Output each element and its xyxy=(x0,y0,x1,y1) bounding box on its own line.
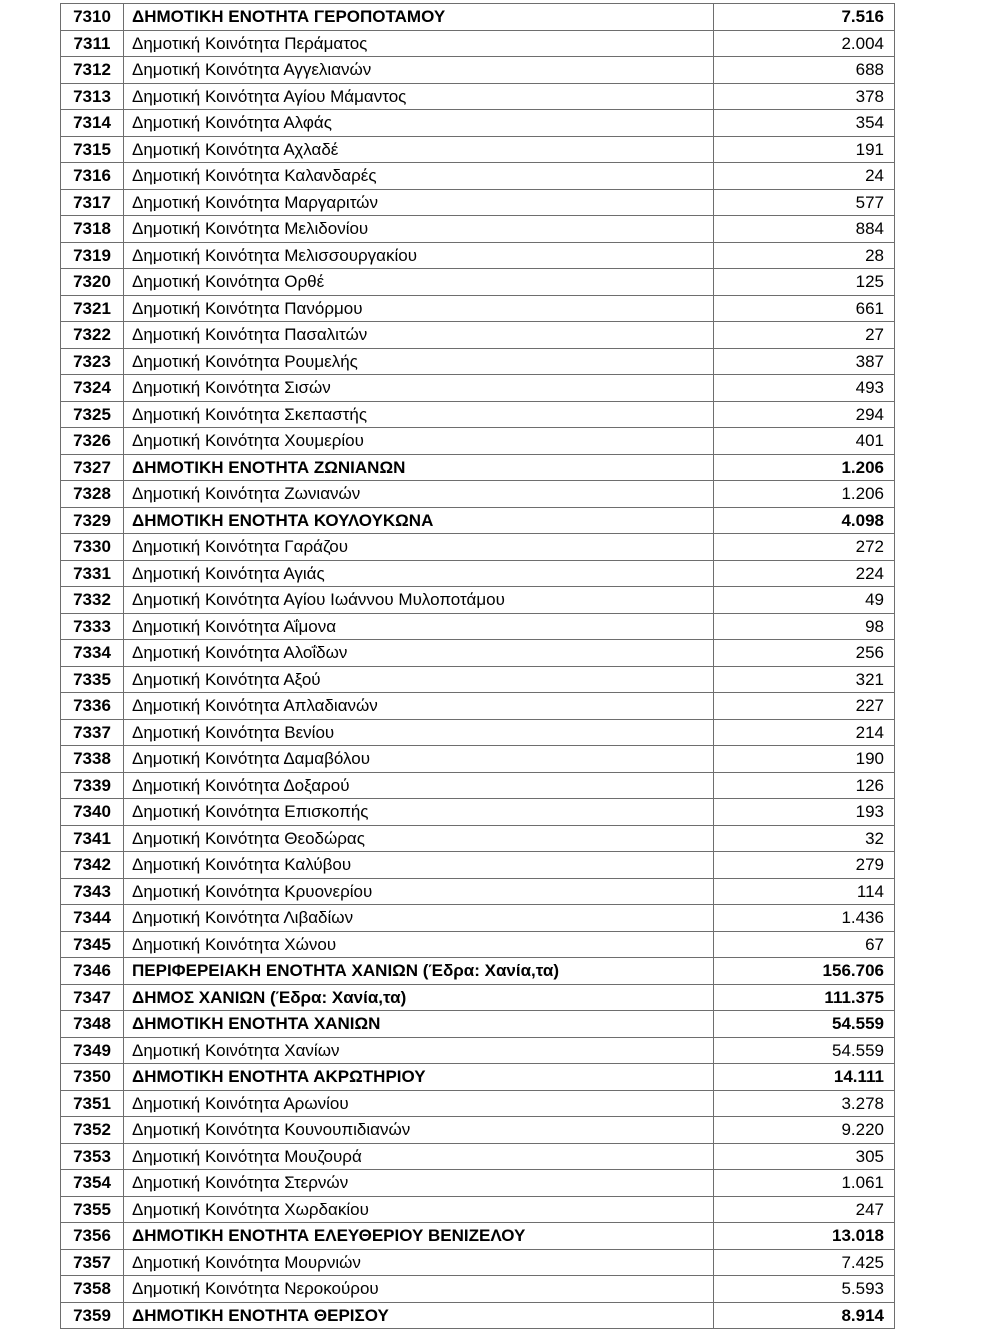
row-code-cell: 7325 xyxy=(61,401,124,428)
row-population-cell: 193 xyxy=(714,799,895,826)
row-name-cell: ΠΕΡΙΦΕΡΕΙΑΚΗ ΕΝΟΤΗΤΑ ΧΑΝΙΩΝ (Έδρα: Χανία,τα) xyxy=(124,958,714,985)
table-row xyxy=(61,587,895,614)
row-population-cell: 884 xyxy=(714,216,895,243)
row-population-cell: 190 xyxy=(714,746,895,773)
table-row-heading xyxy=(61,1223,895,1250)
table-row xyxy=(61,746,895,773)
row-name-cell: Δημοτική Κοινότητα Νεροκούρου xyxy=(124,1276,714,1303)
row-population-cell: 9.220 xyxy=(714,1117,895,1144)
table-row-heading xyxy=(61,984,895,1011)
row-name-cell: Δημοτική Κοινότητα Γαράζου xyxy=(124,534,714,561)
row-population-cell: 32 xyxy=(714,825,895,852)
table-row xyxy=(61,216,895,243)
row-population-cell: 98 xyxy=(714,613,895,640)
table-row xyxy=(61,878,895,905)
row-name-cell: Δημοτική Κοινότητα Αχλαδέ xyxy=(124,136,714,163)
row-population-cell: 1.436 xyxy=(714,905,895,932)
row-code-cell: 7349 xyxy=(61,1037,124,1064)
row-name-cell: Δημοτική Κοινότητα Απλαδιανών xyxy=(124,693,714,720)
row-name-cell: Δημοτική Κοινότητα Αλοΐδων xyxy=(124,640,714,667)
row-name-cell: ΔΗΜΟΤΙΚΗ ΕΝΟΤΗΤΑ ΖΩΝΙΑΝΩΝ xyxy=(124,454,714,481)
table-row xyxy=(61,825,895,852)
table-row-heading xyxy=(61,4,895,31)
row-population-cell: 247 xyxy=(714,1196,895,1223)
row-population-cell: 126 xyxy=(714,772,895,799)
row-population-cell: 8.914 xyxy=(714,1302,895,1329)
row-code-cell: 7355 xyxy=(61,1196,124,1223)
document-page xyxy=(60,3,894,1329)
row-name-cell: Δημοτική Κοινότητα Δοξαρού xyxy=(124,772,714,799)
row-code-cell: 7324 xyxy=(61,375,124,402)
table-row xyxy=(61,931,895,958)
row-population-cell: 24 xyxy=(714,163,895,190)
row-name-cell: Δημοτική Κοινότητα Μουζουρά xyxy=(124,1143,714,1170)
row-name-cell: Δημοτική Κοινότητα Στερνών xyxy=(124,1170,714,1197)
row-code-cell: 7338 xyxy=(61,746,124,773)
table-row-heading xyxy=(61,1011,895,1038)
row-population-cell: 493 xyxy=(714,375,895,402)
row-code-cell: 7350 xyxy=(61,1064,124,1091)
row-population-cell: 294 xyxy=(714,401,895,428)
row-population-cell: 321 xyxy=(714,666,895,693)
table-row xyxy=(61,189,895,216)
row-name-cell: Δημοτική Κοινότητα Μελιδονίου xyxy=(124,216,714,243)
row-population-cell: 156.706 xyxy=(714,958,895,985)
row-name-cell: Δημοτική Κοινότητα Χωρδακίου xyxy=(124,1196,714,1223)
row-code-cell: 7335 xyxy=(61,666,124,693)
row-code-cell: 7312 xyxy=(61,57,124,84)
row-code-cell: 7341 xyxy=(61,825,124,852)
row-population-cell: 3.278 xyxy=(714,1090,895,1117)
table-row xyxy=(61,428,895,455)
row-population-cell: 305 xyxy=(714,1143,895,1170)
row-name-cell: Δημοτική Κοινότητα Αξού xyxy=(124,666,714,693)
row-name-cell: Δημοτική Κοινότητα Αλφάς xyxy=(124,110,714,137)
row-code-cell: 7342 xyxy=(61,852,124,879)
row-code-cell: 7331 xyxy=(61,560,124,587)
row-name-cell: Δημοτική Κοινότητα Χουμερίου xyxy=(124,428,714,455)
table-row xyxy=(61,1276,895,1303)
table-row xyxy=(61,905,895,932)
table-row xyxy=(61,375,895,402)
row-code-cell: 7313 xyxy=(61,83,124,110)
row-name-cell: ΔΗΜΟΤΙΚΗ ΕΝΟΤΗΤΑ ΕΛΕΥΘΕΡΙΟΥ ΒΕΝΙΖΕΛΟΥ xyxy=(124,1223,714,1250)
row-code-cell: 7359 xyxy=(61,1302,124,1329)
row-code-cell: 7317 xyxy=(61,189,124,216)
row-name-cell: Δημοτική Κοινότητα Αΐμονα xyxy=(124,613,714,640)
row-name-cell: Δημοτική Κοινότητα Αγίου Μάμαντος xyxy=(124,83,714,110)
row-code-cell: 7336 xyxy=(61,693,124,720)
row-code-cell: 7327 xyxy=(61,454,124,481)
row-code-cell: 7346 xyxy=(61,958,124,985)
row-code-cell: 7333 xyxy=(61,613,124,640)
row-name-cell: Δημοτική Κοινότητα Αγγελιανών xyxy=(124,57,714,84)
table-row xyxy=(61,242,895,269)
table-row xyxy=(61,534,895,561)
row-population-cell: 272 xyxy=(714,534,895,561)
row-population-cell: 2.004 xyxy=(714,30,895,57)
row-code-cell: 7348 xyxy=(61,1011,124,1038)
row-name-cell: Δημοτική Κοινότητα Χανίων xyxy=(124,1037,714,1064)
row-population-cell: 354 xyxy=(714,110,895,137)
row-population-cell: 387 xyxy=(714,348,895,375)
row-code-cell: 7310 xyxy=(61,4,124,31)
table-row xyxy=(61,693,895,720)
table-row xyxy=(61,481,895,508)
row-code-cell: 7326 xyxy=(61,428,124,455)
row-name-cell: Δημοτική Κοινότητα Μαργαριτών xyxy=(124,189,714,216)
row-population-cell: 49 xyxy=(714,587,895,614)
row-code-cell: 7323 xyxy=(61,348,124,375)
row-population-cell: 224 xyxy=(714,560,895,587)
row-population-cell: 5.593 xyxy=(714,1276,895,1303)
row-code-cell: 7322 xyxy=(61,322,124,349)
table-row xyxy=(61,719,895,746)
row-code-cell: 7315 xyxy=(61,136,124,163)
row-name-cell: Δημοτική Κοινότητα Σκεπαστής xyxy=(124,401,714,428)
row-population-cell: 54.559 xyxy=(714,1011,895,1038)
table-row xyxy=(61,401,895,428)
table-row xyxy=(61,348,895,375)
row-code-cell: 7316 xyxy=(61,163,124,190)
row-name-cell: Δημοτική Κοινότητα Αγιάς xyxy=(124,560,714,587)
table-row xyxy=(61,1143,895,1170)
table-row xyxy=(61,1090,895,1117)
table-row xyxy=(61,163,895,190)
table-row xyxy=(61,57,895,84)
row-name-cell: Δημοτική Κοινότητα Θεοδώρας xyxy=(124,825,714,852)
row-name-cell: Δημοτική Κοινότητα Επισκοπής xyxy=(124,799,714,826)
row-name-cell: Δημοτική Κοινότητα Χώνου xyxy=(124,931,714,958)
row-population-cell: 401 xyxy=(714,428,895,455)
table-row xyxy=(61,322,895,349)
row-name-cell: ΔΗΜΟΤΙΚΗ ΕΝΟΤΗΤΑ ΑΚΡΩΤΗΡΙΟΥ xyxy=(124,1064,714,1091)
table-row xyxy=(61,1037,895,1064)
row-population-cell: 114 xyxy=(714,878,895,905)
table-row xyxy=(61,110,895,137)
row-population-cell: 688 xyxy=(714,57,895,84)
table-row xyxy=(61,666,895,693)
row-name-cell: Δημοτική Κοινότητα Αρωνίου xyxy=(124,1090,714,1117)
table-row-heading xyxy=(61,958,895,985)
row-code-cell: 7340 xyxy=(61,799,124,826)
row-name-cell: Δημοτική Κοινότητα Ορθέ xyxy=(124,269,714,296)
row-name-cell: Δημοτική Κοινότητα Δαμαβόλου xyxy=(124,746,714,773)
table-row xyxy=(61,30,895,57)
row-code-cell: 7356 xyxy=(61,1223,124,1250)
row-population-cell: 13.018 xyxy=(714,1223,895,1250)
row-code-cell: 7344 xyxy=(61,905,124,932)
row-population-cell: 67 xyxy=(714,931,895,958)
row-code-cell: 7337 xyxy=(61,719,124,746)
row-code-cell: 7332 xyxy=(61,587,124,614)
row-name-cell: ΔΗΜΟΤΙΚΗ ΕΝΟΤΗΤΑ ΚΟΥΛΟΥΚΩΝΑ xyxy=(124,507,714,534)
row-name-cell: Δημοτική Κοινότητα Ζωνιανών xyxy=(124,481,714,508)
row-code-cell: 7329 xyxy=(61,507,124,534)
row-population-cell: 1.206 xyxy=(714,454,895,481)
table-row xyxy=(61,772,895,799)
row-code-cell: 7328 xyxy=(61,481,124,508)
table-row xyxy=(61,1170,895,1197)
row-population-cell: 279 xyxy=(714,852,895,879)
table-row xyxy=(61,799,895,826)
row-name-cell: ΔΗΜΟΤΙΚΗ ΕΝΟΤΗΤΑ ΧΑΝΙΩΝ xyxy=(124,1011,714,1038)
table-row-heading xyxy=(61,1064,895,1091)
row-population-cell: 14.111 xyxy=(714,1064,895,1091)
row-population-cell: 111.375 xyxy=(714,984,895,1011)
table-body xyxy=(61,4,895,1329)
row-population-cell: 1.206 xyxy=(714,481,895,508)
row-code-cell: 7318 xyxy=(61,216,124,243)
row-code-cell: 7354 xyxy=(61,1170,124,1197)
row-name-cell: Δημοτική Κοινότητα Σισών xyxy=(124,375,714,402)
row-population-cell: 54.559 xyxy=(714,1037,895,1064)
row-population-cell: 27 xyxy=(714,322,895,349)
row-population-cell: 378 xyxy=(714,83,895,110)
row-code-cell: 7343 xyxy=(61,878,124,905)
row-population-cell: 227 xyxy=(714,693,895,720)
table-row xyxy=(61,613,895,640)
row-population-cell: 28 xyxy=(714,242,895,269)
row-population-cell: 214 xyxy=(714,719,895,746)
row-name-cell: Δημοτική Κοινότητα Πανόρμου xyxy=(124,295,714,322)
row-code-cell: 7351 xyxy=(61,1090,124,1117)
row-code-cell: 7330 xyxy=(61,534,124,561)
row-name-cell: Δημοτική Κοινότητα Μελισσουργακίου xyxy=(124,242,714,269)
row-code-cell: 7314 xyxy=(61,110,124,137)
row-name-cell: Δημοτική Κοινότητα Αγίου Ιωάννου Μυλοποτάμου xyxy=(124,587,714,614)
row-name-cell: Δημοτική Κοινότητα Περάματος xyxy=(124,30,714,57)
row-name-cell: Δημοτική Κοινότητα Κουνουπιδιανών xyxy=(124,1117,714,1144)
table-row xyxy=(61,852,895,879)
row-code-cell: 7320 xyxy=(61,269,124,296)
row-population-cell: 1.061 xyxy=(714,1170,895,1197)
row-code-cell: 7347 xyxy=(61,984,124,1011)
row-code-cell: 7358 xyxy=(61,1276,124,1303)
table-row xyxy=(61,1117,895,1144)
table-row xyxy=(61,560,895,587)
row-name-cell: Δημοτική Κοινότητα Ρουμελής xyxy=(124,348,714,375)
row-name-cell: Δημοτική Κοινότητα Πασαλιτών xyxy=(124,322,714,349)
row-code-cell: 7345 xyxy=(61,931,124,958)
row-code-cell: 7311 xyxy=(61,30,124,57)
row-code-cell: 7339 xyxy=(61,772,124,799)
row-code-cell: 7319 xyxy=(61,242,124,269)
table-row xyxy=(61,640,895,667)
row-name-cell: Δημοτική Κοινότητα Βενίου xyxy=(124,719,714,746)
row-population-cell: 661 xyxy=(714,295,895,322)
row-name-cell: Δημοτική Κοινότητα Λιβαδίων xyxy=(124,905,714,932)
row-population-cell: 7.516 xyxy=(714,4,895,31)
table-row-heading xyxy=(61,1302,895,1329)
table-row xyxy=(61,1249,895,1276)
row-name-cell: ΔΗΜΟΣ ΧΑΝΙΩΝ (Έδρα: Χανία,τα) xyxy=(124,984,714,1011)
row-population-cell: 577 xyxy=(714,189,895,216)
row-population-cell: 256 xyxy=(714,640,895,667)
row-population-cell: 125 xyxy=(714,269,895,296)
row-code-cell: 7352 xyxy=(61,1117,124,1144)
table-row xyxy=(61,269,895,296)
row-population-cell: 7.425 xyxy=(714,1249,895,1276)
table-row-heading xyxy=(61,507,895,534)
table-row xyxy=(61,136,895,163)
row-code-cell: 7321 xyxy=(61,295,124,322)
row-name-cell: ΔΗΜΟΤΙΚΗ ΕΝΟΤΗΤΑ ΓΕΡΟΠΟΤΑΜΟΥ xyxy=(124,4,714,31)
table-row xyxy=(61,1196,895,1223)
table-row xyxy=(61,83,895,110)
row-name-cell: Δημοτική Κοινότητα Κρυονερίου xyxy=(124,878,714,905)
row-name-cell: Δημοτική Κοινότητα Καλύβου xyxy=(124,852,714,879)
row-code-cell: 7353 xyxy=(61,1143,124,1170)
row-code-cell: 7334 xyxy=(61,640,124,667)
table-row xyxy=(61,295,895,322)
row-name-cell: ΔΗΜΟΤΙΚΗ ΕΝΟΤΗΤΑ ΘΕΡΙΣΟΥ xyxy=(124,1302,714,1329)
population-table xyxy=(60,3,895,1329)
row-name-cell: Δημοτική Κοινότητα Μουρνιών xyxy=(124,1249,714,1276)
row-code-cell: 7357 xyxy=(61,1249,124,1276)
table-row-heading xyxy=(61,454,895,481)
row-name-cell: Δημοτική Κοινότητα Καλανδαρές xyxy=(124,163,714,190)
row-population-cell: 191 xyxy=(714,136,895,163)
row-population-cell: 4.098 xyxy=(714,507,895,534)
